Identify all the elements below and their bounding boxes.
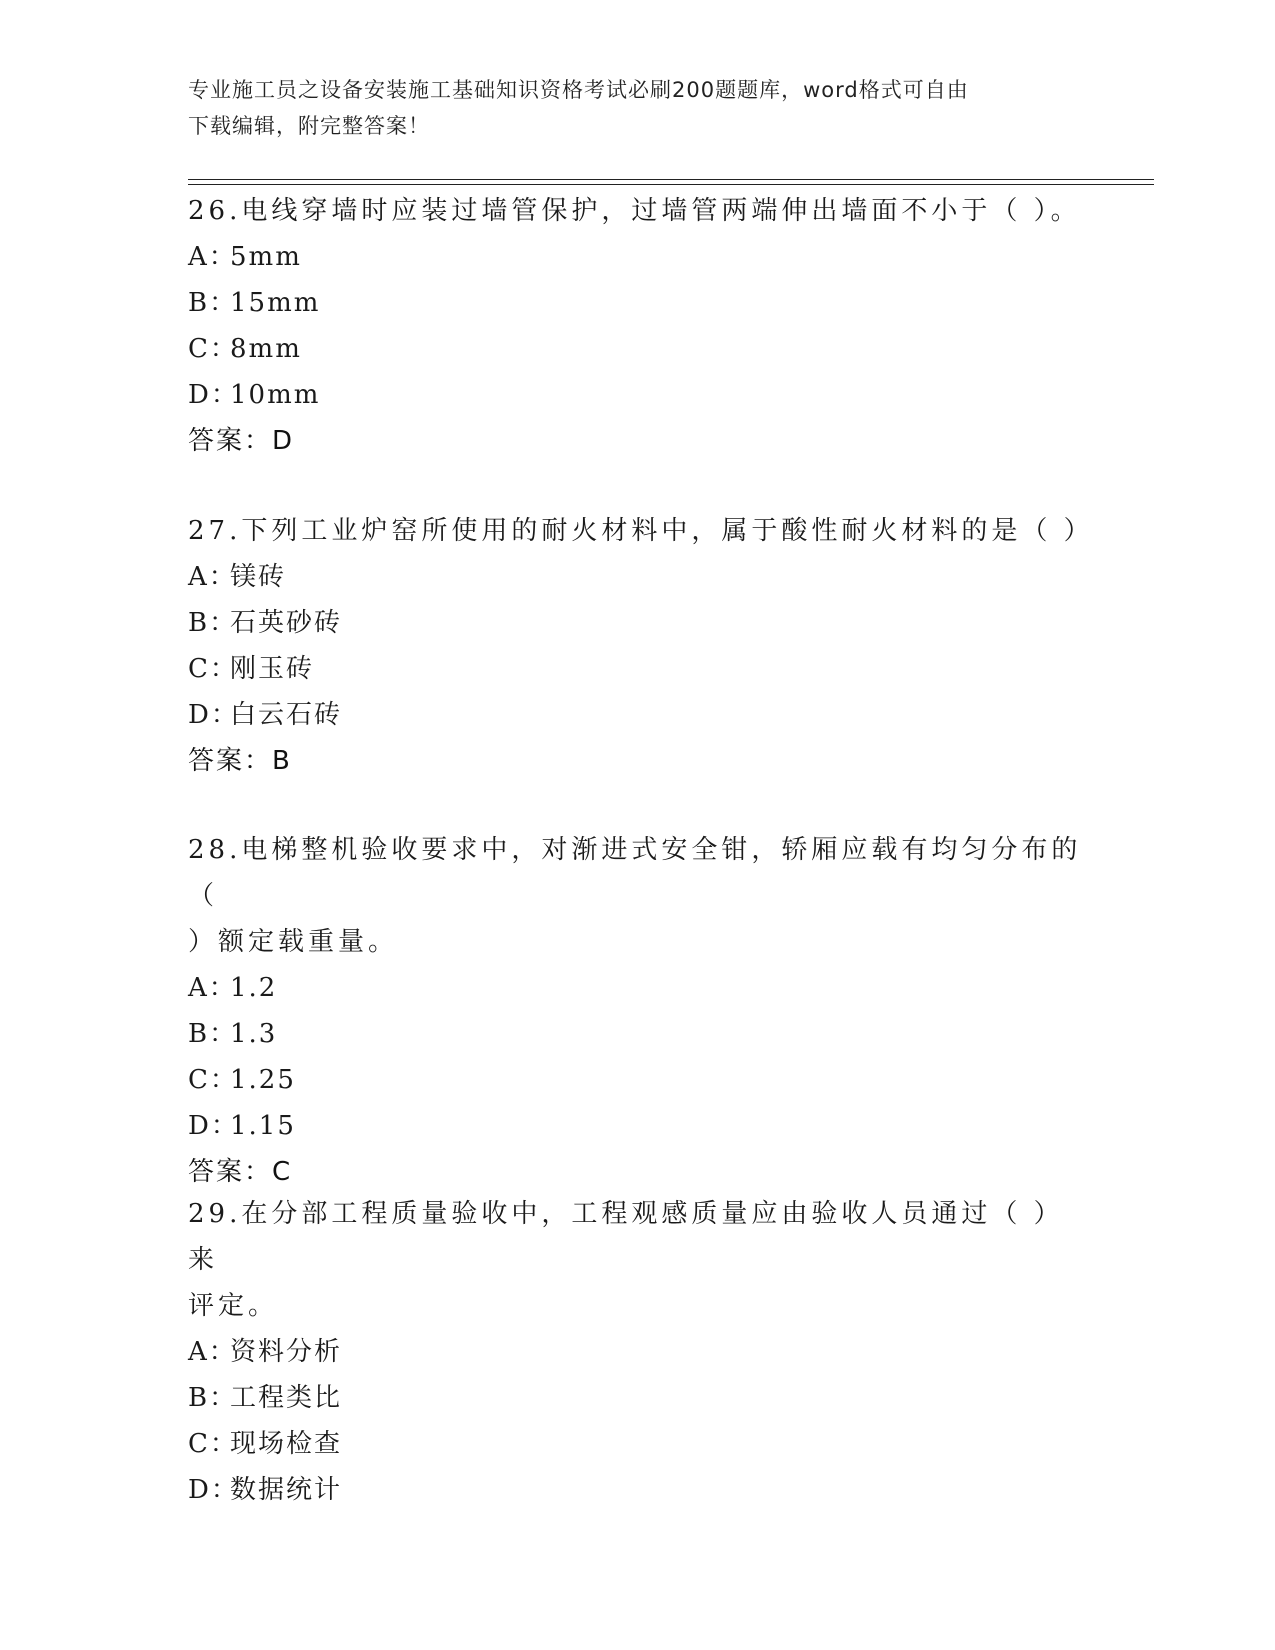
question-stem-continued: ）额定载重量。 [188, 927, 399, 957]
option-letter: A： [188, 242, 237, 272]
header-line-2: 下载编辑，附完整答案！ [188, 114, 430, 138]
option-text: 1.2 [230, 973, 278, 1003]
option-c [188, 326, 1088, 372]
question-29 [188, 1191, 1088, 1513]
option-text: 石英砂砖 [230, 608, 343, 638]
question-stem: 28.电梯整机验收要求中，对渐进式安全钳，轿厢应载有均匀分布的（ [188, 835, 1082, 911]
option-letter: B： [188, 1383, 238, 1413]
option-d [188, 372, 1088, 418]
header-line-1: 专业施工员之设备安装施工基础知识资格考试必刷200题题库，word格式可自由 [188, 78, 969, 102]
option-letter: A： [188, 973, 237, 1003]
option-letter: C： [188, 1429, 238, 1459]
option-text: 1.3 [230, 1019, 278, 1049]
option-c [188, 1057, 1088, 1103]
option-letter: C： [188, 654, 238, 684]
option-text: 8mm [230, 334, 302, 364]
option-b [188, 1011, 1088, 1057]
header-divider-bottom [188, 184, 1154, 185]
option-letter: B： [188, 608, 238, 638]
option-a [188, 965, 1088, 1011]
option-a [188, 234, 1088, 280]
option-letter: D： [188, 700, 239, 730]
question-28 [188, 827, 1088, 1195]
option-a [188, 1329, 1088, 1375]
option-text: 数据统计 [230, 1475, 343, 1505]
option-letter: D： [188, 1111, 239, 1141]
option-letter: C： [188, 334, 238, 364]
option-d [188, 692, 1088, 738]
question-27 [188, 508, 1094, 784]
option-letter: A： [188, 1337, 237, 1367]
option-letter: B： [188, 1019, 238, 1049]
option-text: 资料分析 [230, 1337, 343, 1367]
option-b [188, 1375, 1088, 1421]
option-text: 刚玉砖 [230, 654, 315, 684]
option-letter: D： [188, 380, 239, 410]
document-header [188, 72, 1088, 144]
option-letter: A： [188, 562, 237, 592]
option-text: 15mm [230, 288, 321, 318]
option-d [188, 1467, 1088, 1513]
answer-line: 答案：C [188, 1157, 293, 1187]
option-text: 1.15 [230, 1111, 296, 1141]
option-b [188, 600, 1088, 646]
option-letter: C： [188, 1065, 238, 1095]
option-text: 现场检查 [230, 1429, 343, 1459]
header-divider-top [188, 179, 1154, 180]
option-text: 10mm [230, 380, 321, 410]
question-26 [188, 188, 1088, 464]
option-text: 白云石砖 [230, 700, 343, 730]
option-text: 1.25 [230, 1065, 296, 1095]
option-c [188, 646, 1088, 692]
option-text: 镁砖 [230, 562, 287, 592]
question-stem: 26.电线穿墙时应装过墙管保护，过墙管两端伸出墙面不小于（ ）。 [188, 196, 1081, 226]
answer-line: 答案：B [188, 746, 292, 776]
option-letter: D： [188, 1475, 239, 1505]
option-a [188, 554, 1088, 600]
option-b [188, 280, 1088, 326]
answer-line: 答案：D [188, 426, 295, 456]
option-text: 工程类比 [230, 1383, 343, 1413]
option-letter: B： [188, 288, 238, 318]
question-stem: 27.下列工业炉窑所使用的耐火材料中，属于酸性耐火材料的是（ ） [188, 516, 1094, 546]
option-c [188, 1421, 1088, 1467]
question-stem-continued: 评定。 [188, 1291, 279, 1321]
option-d [188, 1103, 1088, 1149]
option-text: 5mm [230, 242, 302, 272]
question-stem: 29.在分部工程质量验收中，工程观感质量应由验收人员通过（ ）来 [188, 1199, 1064, 1275]
